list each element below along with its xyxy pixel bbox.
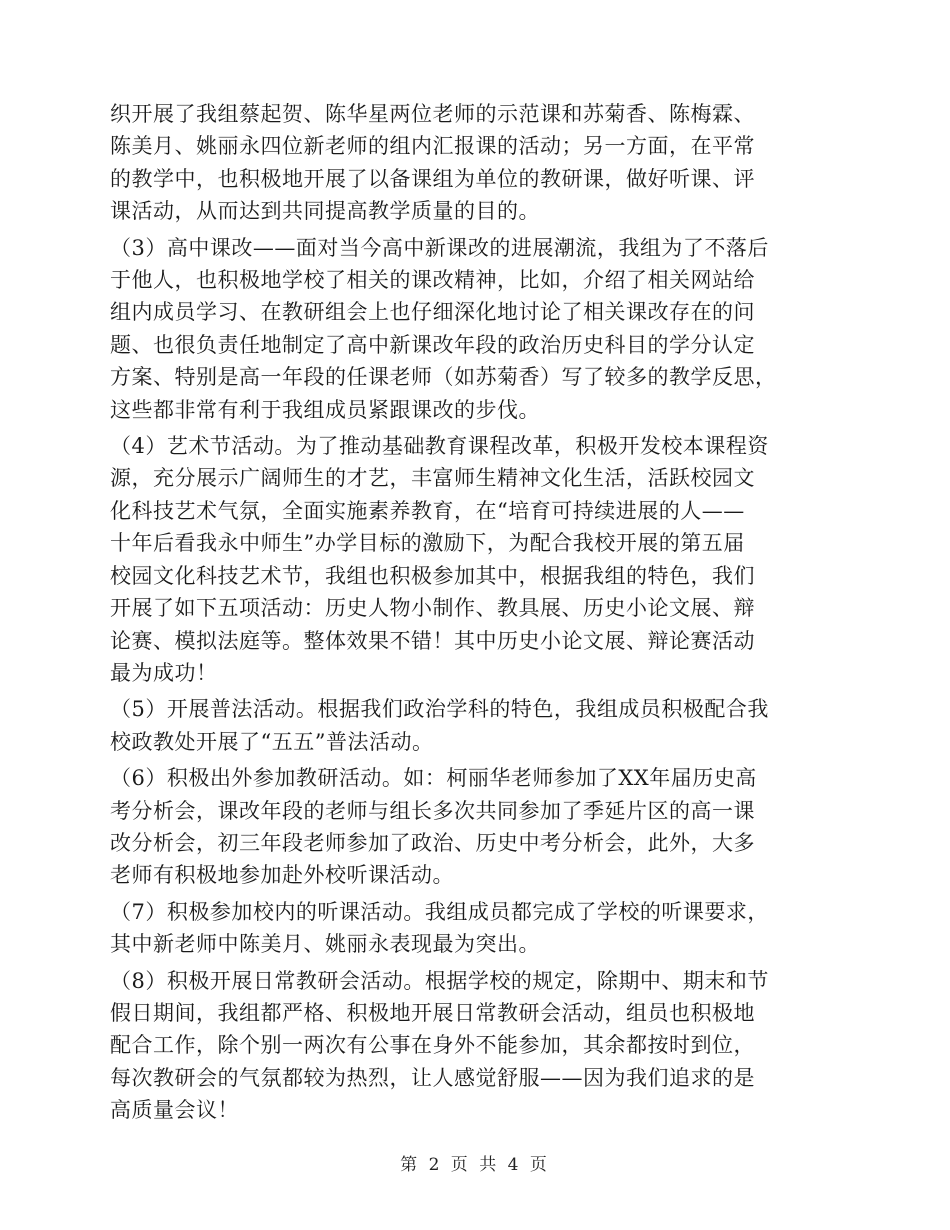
paragraph-7-lesson-observation [110,896,810,961]
text-line: 配合工作，除个别一两次有公事在身外不能参加，其余都按时到位， [110,1033,755,1058]
text-line: 每次教研会的气氛都较为热烈，让人感觉舒服——因为我们追求的是 [110,1065,755,1090]
text-line: 题、也很负责任地制定了高中新课改年段的政治历史科目的学分认定 [110,332,755,357]
text-line: 改分析会，初三年段老师参加了政治、历史中考分析会，此外，大多 [110,830,755,855]
page-number-footer: 第 2 页 共 4 页 [400,1155,550,1175]
paragraph-3-curriculum-reform [110,232,810,426]
document-body [110,98,810,1131]
paragraph-4-art-festival [110,430,810,689]
text-line: 论赛、模拟法庭等。整体效果不错！其中历史小论文展、辩论赛活动 [110,628,755,653]
text-line: 开展了如下五项活动：历史人物小制作、教具展、历史小论文展、辩 [110,596,755,621]
text-line: 织开展了我组蔡起贺、陈华星两位老师的示范课和苏菊香、陈梅霖、 [110,102,755,126]
paragraph-6-external-research [110,762,810,892]
text-line: （6）积极出外参加教研活动。如：柯丽华老师参加了XX年届历史高 [110,766,757,791]
text-line: 的教学中，也积极地开展了以备课组为单位的教研课，做好听课、评 [110,166,755,191]
text-line: 假日期间，我组都严格、积极地开展日常教研会活动，组员也积极地 [110,1000,755,1025]
text-line: 其中新老师中陈美月、姚丽永表现最为突出。 [110,932,540,957]
text-line: 十年后看我永中师生”办学目标的激励下，为配合我校开展的第五届 [110,531,745,556]
paragraph-1 [110,98,810,228]
text-line: 化科技艺术气氛，全面实施素养教育，在“培育可持续进展的人—— [110,498,745,523]
text-line: 校政教处开展了“五五”普法活动。 [110,729,434,754]
text-line: 高质量会议！ [110,1098,239,1123]
text-line: （5）开展普法活动。根据我们政治学科的特色，我组成员积极配合我 [110,697,769,722]
text-line: 这些都非常有利于我组成员紧跟课改的步伐。 [110,397,540,422]
text-line: （8）积极开展日常教研会活动。根据学校的规定，除期中、期末和节 [110,968,769,993]
text-line: 考分析会，课改年段的老师与组长多次共同参加了季延片区的高一课 [110,798,755,823]
text-line: （3）高中课改——面对当今高中新课改的进展潮流，我组为了不落后 [110,235,769,260]
paragraph-5-legal-education [110,693,810,758]
text-line: （4）艺术节活动。为了推动基础教育课程改革，积极开发校本课程资 [110,434,769,459]
text-line: 校园文化科技艺术节，我组也积极参加其中，根据我组的特色，我们 [110,563,755,588]
text-line: 源，充分展示广阔师生的才艺，丰富师生精神文化生活，活跃校园文 [110,466,755,491]
text-line: 于他人，也积极地学校了相关的课改精神，比如，介绍了相关网站给 [110,268,755,293]
paragraph-8-research-meetings [110,965,810,1127]
text-line: 陈美月、姚丽永四位新老师的组内汇报课的活动；另一方面，在平常 [110,134,755,159]
text-line: 最为成功！ [110,660,218,685]
text-line: （7）积极参加校内的听课活动。我组成员都完成了学校的听课要求， [110,899,769,924]
text-line: 方案、特别是高一年段的任课老师（如苏菊香）写了较多的教学反思， [110,365,777,390]
text-line: 课活动，从而达到共同提高教学质量的目的。 [110,199,540,224]
text-line: 老师有积极地参加赴外校听课活动。 [110,863,454,888]
text-line: 组内成员学习、在教研组会上也仔细深化地讨论了相关课改存在的问 [110,300,755,325]
